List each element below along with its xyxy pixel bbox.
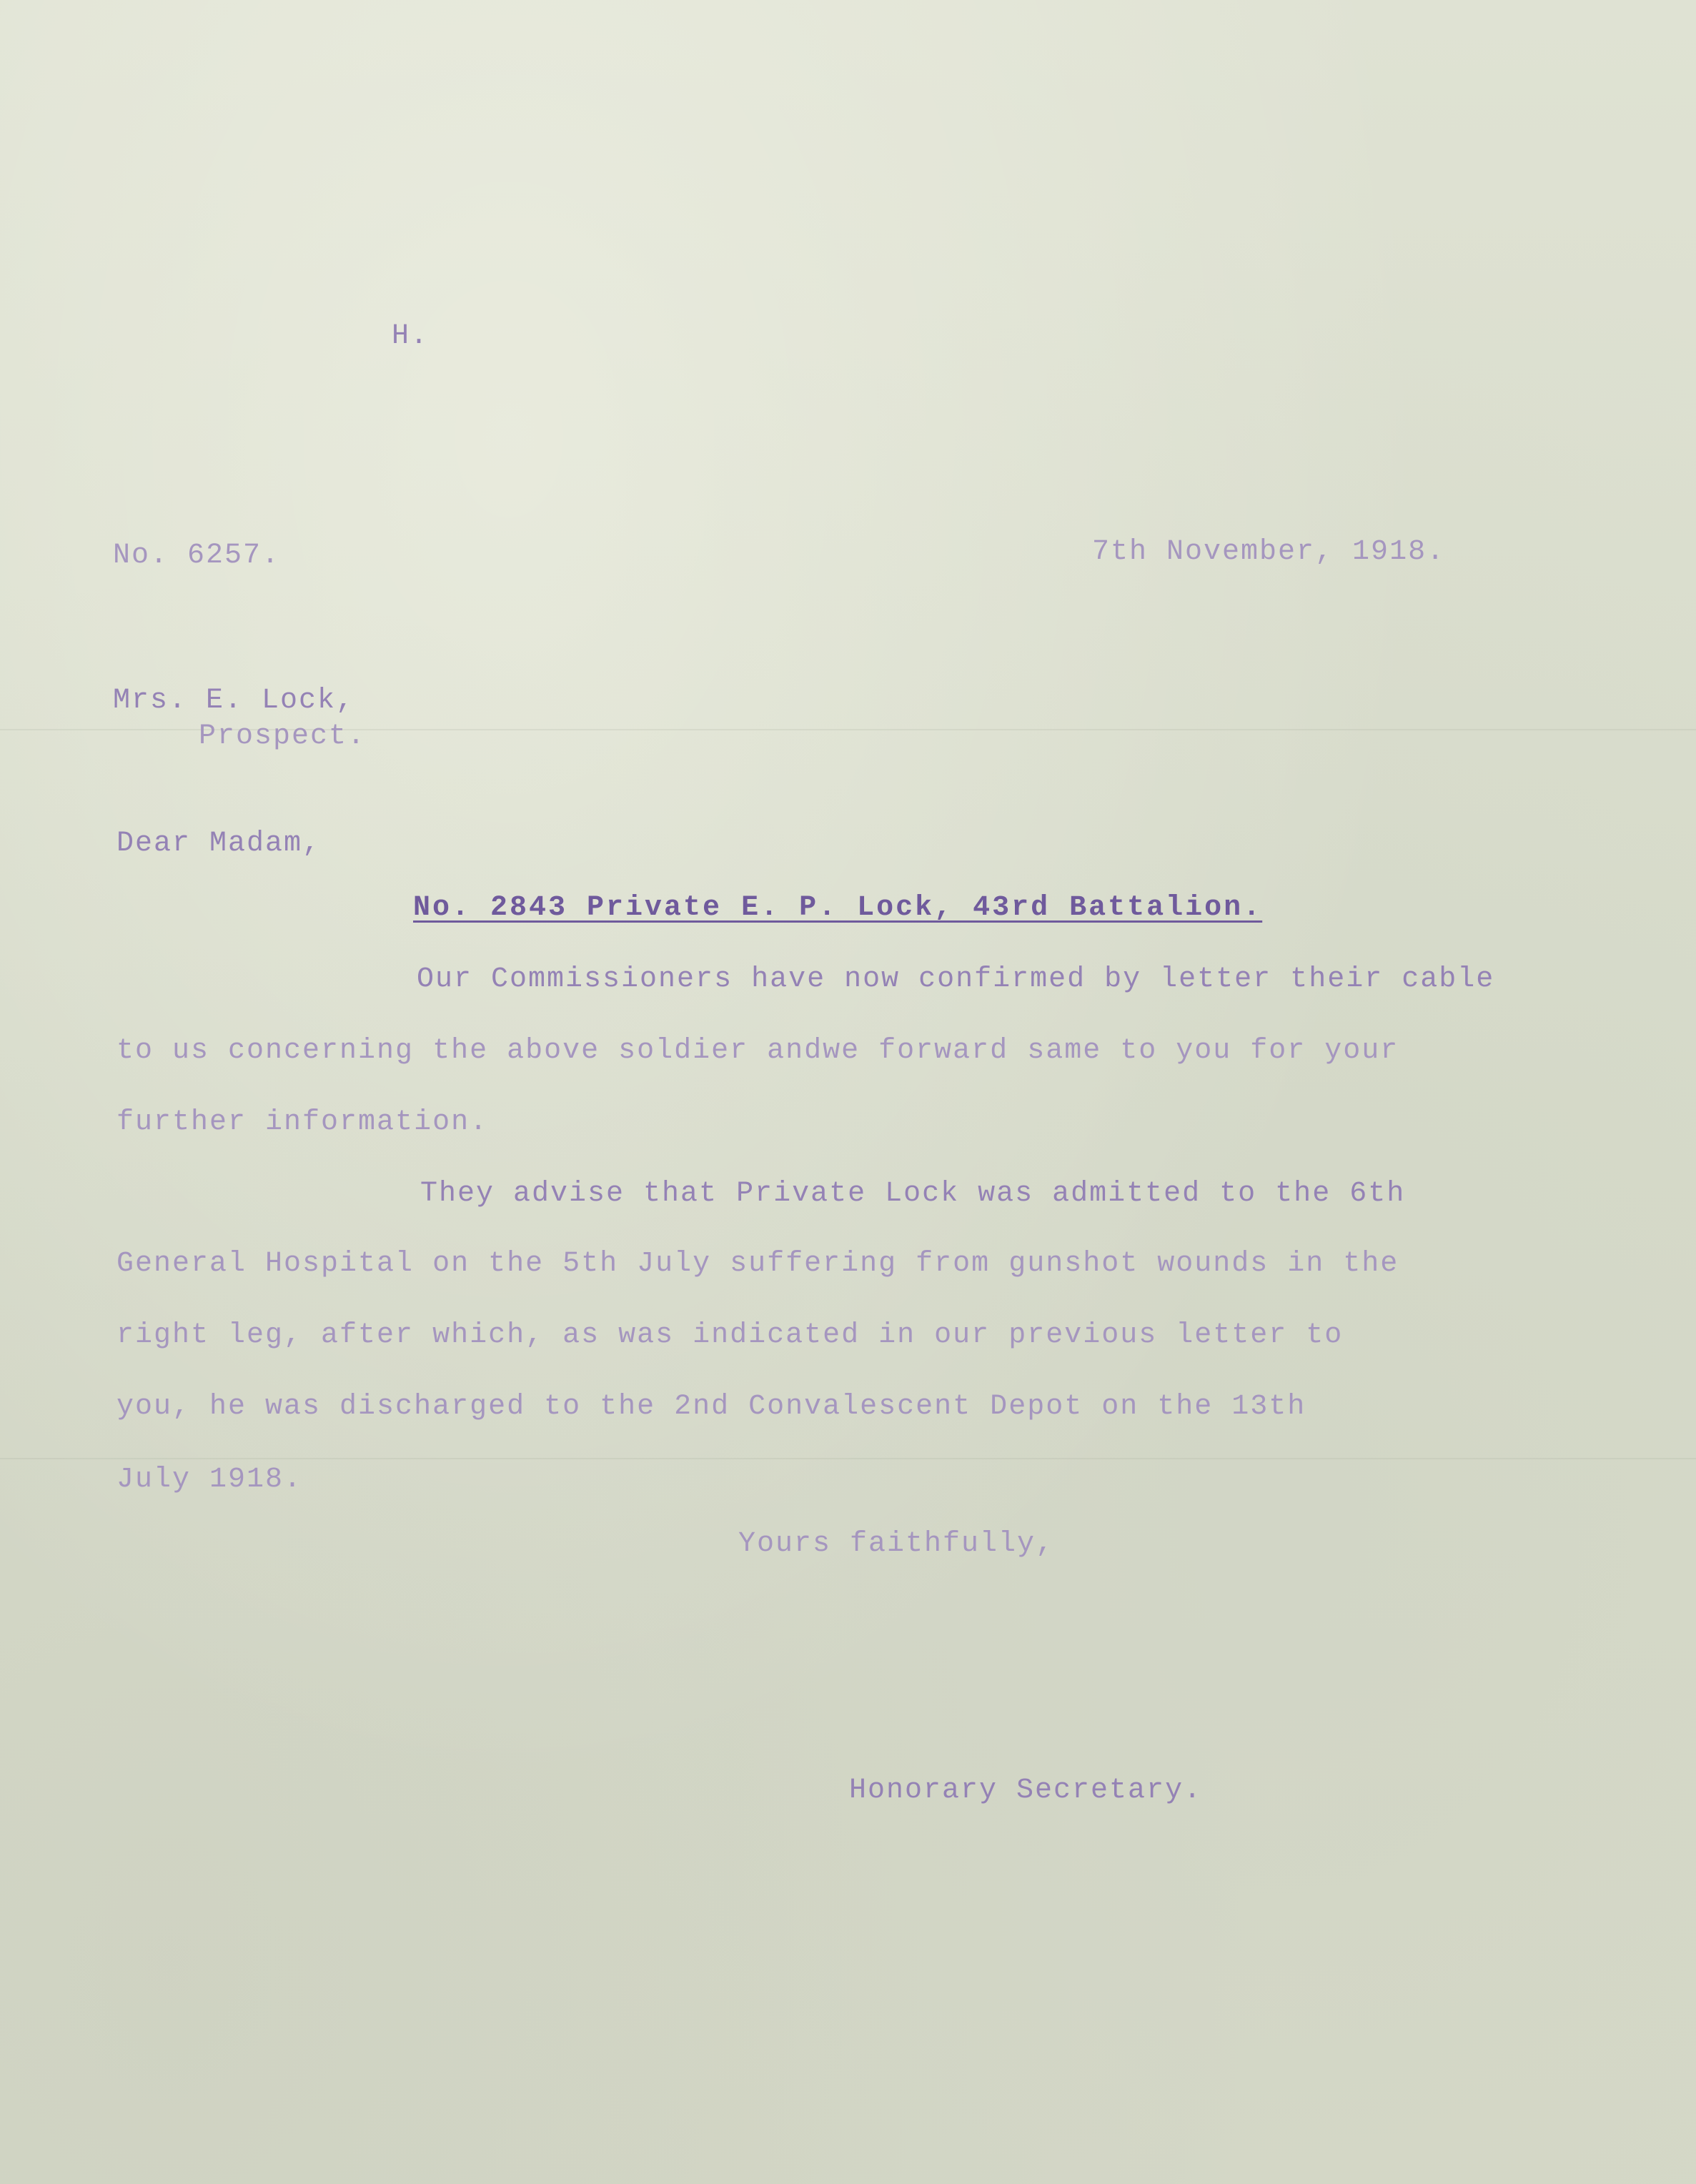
letter-date: 7th November, 1918. xyxy=(1092,536,1446,568)
paragraph-line: General Hospital on the 5th July suffering from gunshot wounds in the xyxy=(116,1248,1399,1280)
paragraph-line: July 1918. xyxy=(116,1464,303,1496)
paragraph-line: further information. xyxy=(116,1106,489,1138)
paragraph-line: you, he was discharged to the 2nd Convalescent Depot on the 13th xyxy=(116,1391,1306,1423)
salutation: Dear Madam, xyxy=(116,828,322,860)
closing: Yours faithfully, xyxy=(738,1528,1055,1560)
file-mark: H. xyxy=(392,320,430,352)
recipient-name: Mrs. E. Lock, xyxy=(113,685,355,717)
paragraph-line: to us concerning the above soldier andwe forward same to you for your xyxy=(116,1035,1399,1067)
paragraph-line: Our Commissioners have now confirmed by letter their cable xyxy=(417,963,1495,996)
subject-line: No. 2843 Private E. P. Lock, 43rd Battalion. xyxy=(413,892,1263,924)
signature-title: Honorary Secretary. xyxy=(849,1774,1203,1807)
paragraph-line: right leg, after which, as was indicated in our previous letter to xyxy=(116,1319,1344,1351)
paragraph-line: They advise that Private Lock was admitted to the 6th xyxy=(420,1178,1406,1210)
recipient-place: Prospect. xyxy=(199,720,367,753)
paper-fold-line xyxy=(0,1458,1696,1459)
reference-number: No. 6257. xyxy=(113,540,281,572)
